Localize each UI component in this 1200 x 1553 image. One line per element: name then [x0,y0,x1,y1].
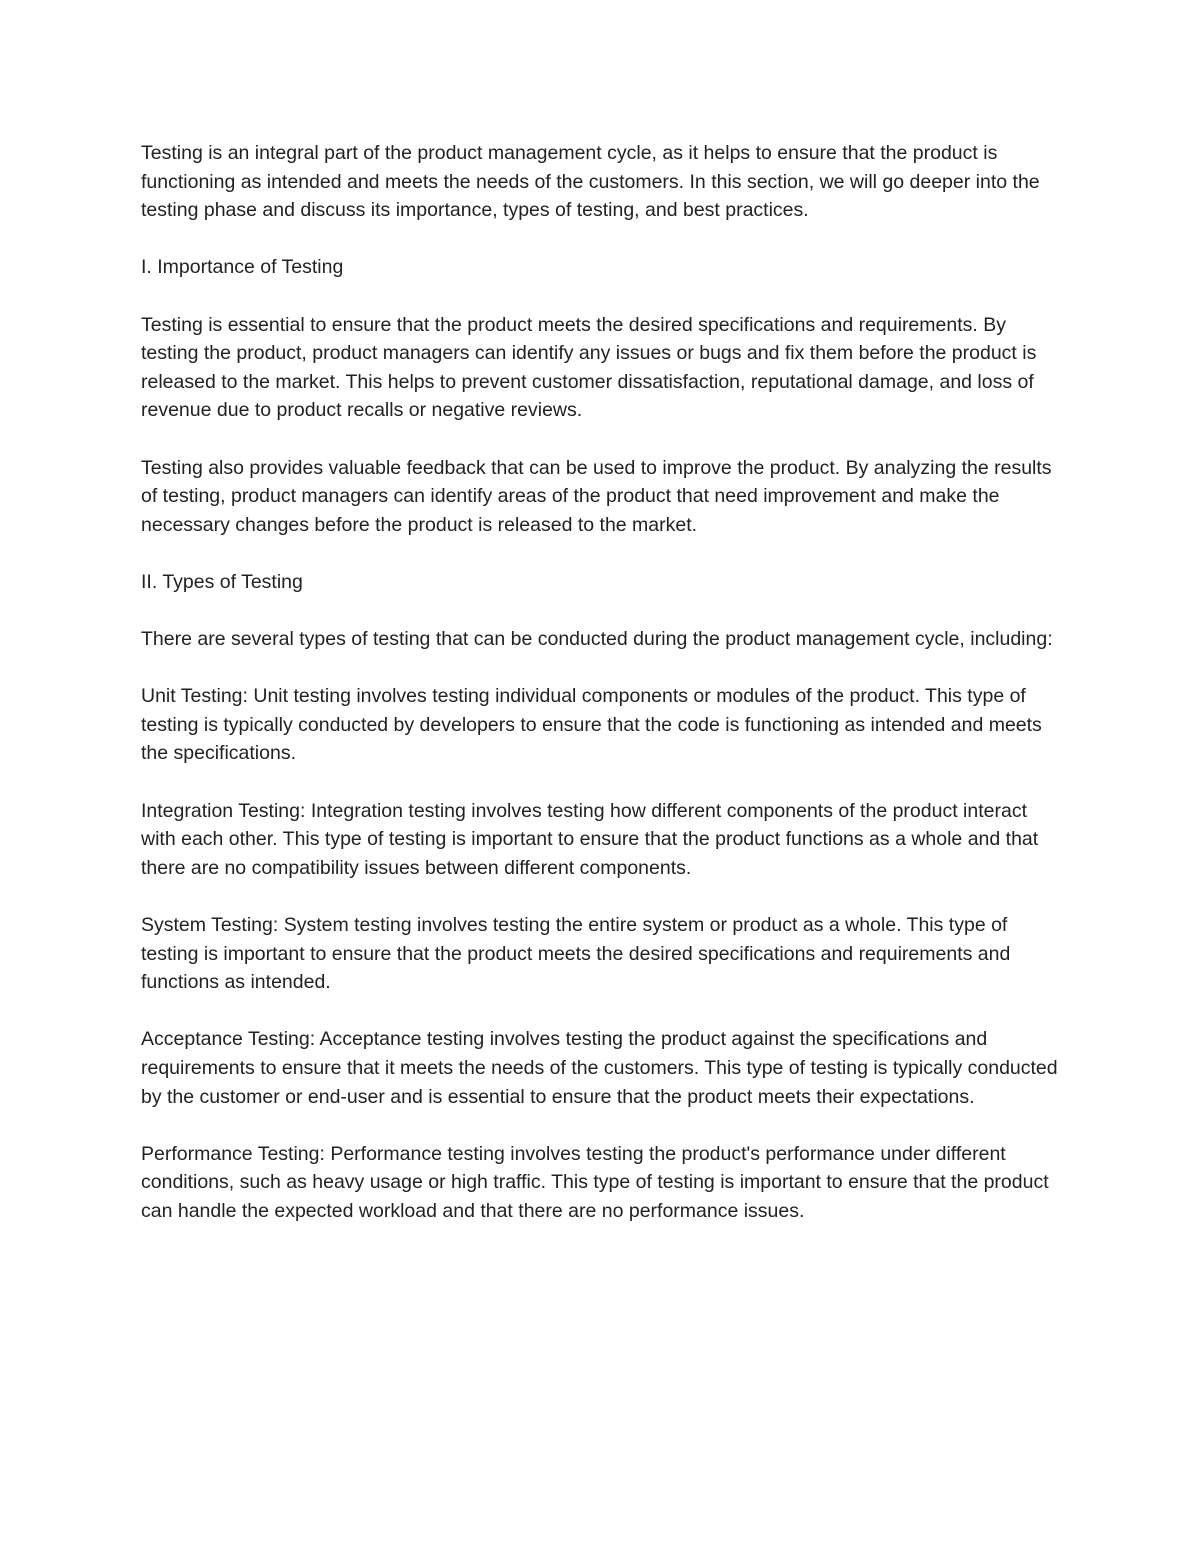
section-heading-types: II. Types of Testing [141,570,303,593]
types-intro-paragraph: There are several types of testing that can be conducted during the product management cycle, including: [141,628,1053,651]
section-heading-importance: I. Importance of Testing [141,256,344,279]
importance-paragraph-2: Testing also provides valuable feedback that can be used to improve the product. By analyzing the results of testing, product managers can identify areas of the product that need improvement and make the necessary changes before the product is released to the market. [141,456,1052,536]
document-body [141,139,1061,1254]
integration-testing-paragraph: Integration Testing: Integration testing involves testing how different components of the product interact with each other. This type of testing is important to ensure that the product functions as a whole and that there are no compatibility issues between different components. [141,799,1039,879]
intro-paragraph: Testing is an integral part of the product management cycle, as it helps to ensure that the product is functioning as intended and meets the needs of the customers. In this section, we will go deeper into the testing phase and discuss its importance, types of testing, and best practices. [141,142,1040,222]
importance-paragraph-1: Testing is essential to ensure that the product meets the desired specifications and requirements. By testing the product, product managers can identify any issues or bugs and fix them before the product is released to the market. This helps to prevent customer dissatisfaction, reputational damage, and loss of revenue due to product recalls or negative reviews. [141,313,1037,422]
unit-testing-paragraph: Unit Testing: Unit testing involves testing individual components or modules of the product. This type of testing is typically conducted by developers to ensure that the code is functioning as intended and meets the specifications. [141,685,1042,765]
system-testing-paragraph: System Testing: System testing involves testing the entire system or product as a whole. This type of testing is important to ensure that the product meets the desired specifications and requirements and functions as intended. [141,914,1011,994]
acceptance-testing-paragraph: Acceptance Testing: Acceptance testing involves testing the product against the specifications and requirements to ensure that it meets the needs of the customers. This type of testing is typically conducted by the customer or end-user and is essential to ensure that the product meets their expectations. [141,1028,1058,1108]
performance-testing-paragraph: Performance Testing: Performance testing involves testing the product's performance under different conditions, such as heavy usage or high traffic. This type of testing is important to ensure that the product can handle the expected workload and that there are no performance issues. [141,1142,1049,1222]
